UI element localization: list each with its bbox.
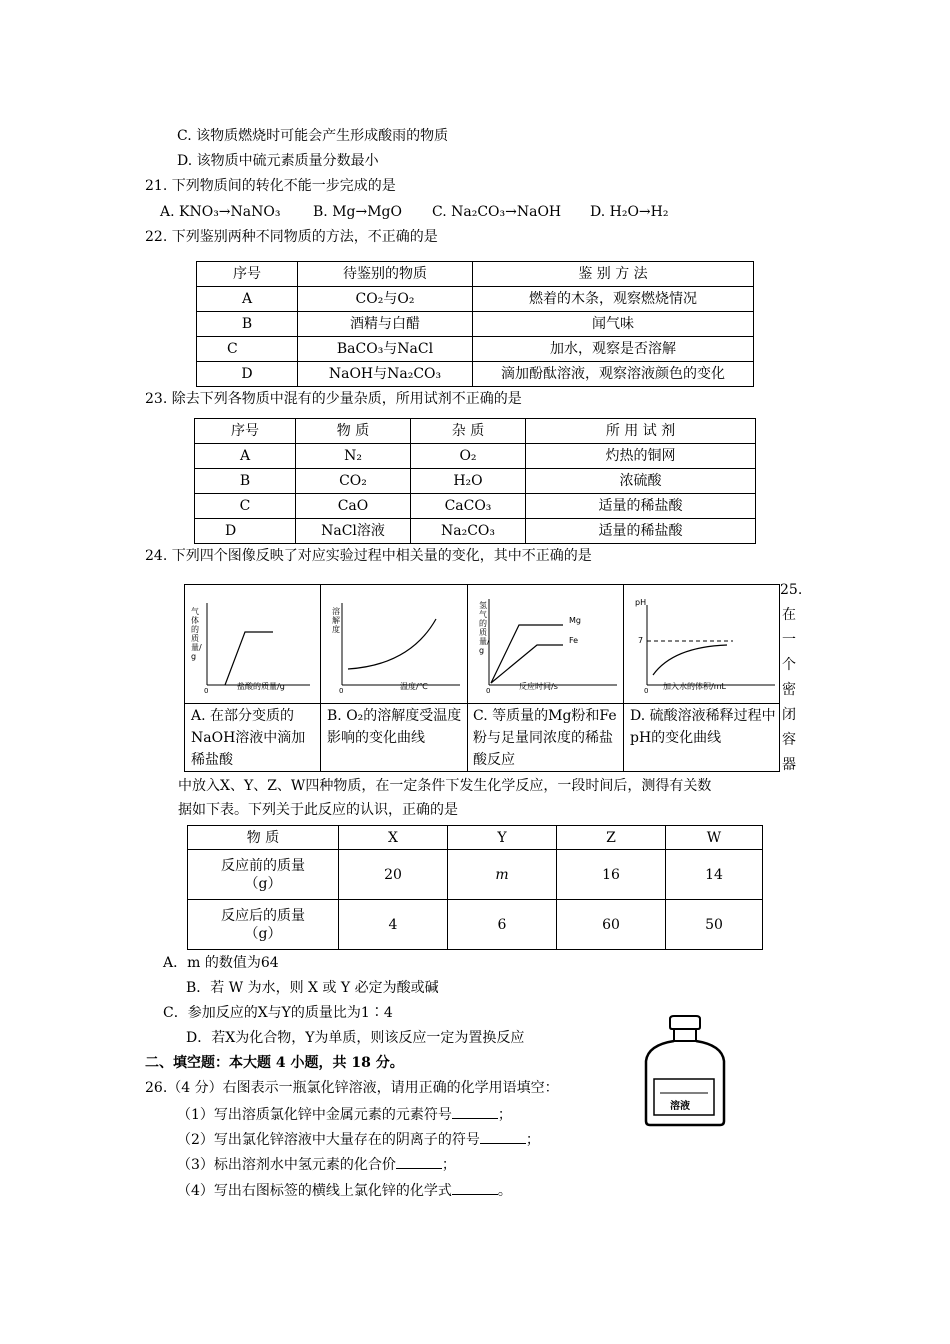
q22-table <box>196 261 754 387</box>
q25-header-cell: 物 质 <box>188 826 339 850</box>
q23-cell: 适量的稀盐酸 <box>526 494 756 519</box>
reagent-bottle-figure <box>640 1015 730 1127</box>
q23-stem: 23. 除去下列各物质中混有的少量杂质，所用试剂不正确的是 <box>145 391 522 407</box>
q22-cell: BaCO₃与NaCl <box>298 337 473 362</box>
q26-item-4-text: （4）写出右图标签的横线上氯化锌的化学式 <box>177 1183 452 1199</box>
q22-cell: C <box>197 337 298 362</box>
q23-cell: C <box>195 494 296 519</box>
answer-blank[interactable] <box>480 1129 526 1144</box>
answer-blank[interactable] <box>452 1104 498 1119</box>
q22-cell: 加水，观察是否溶解 <box>473 337 754 362</box>
q22-cell: 闻气味 <box>473 312 754 337</box>
q23-header-cell: 杂 质 <box>411 419 526 444</box>
q25-stem-line2: 据如下表。下列关于此反应的认识，正确的是 <box>178 802 458 818</box>
q25-cell: 16 <box>557 850 666 900</box>
graph-d-ylabel: pH <box>635 598 647 607</box>
q22-cell: B <box>197 312 298 337</box>
q21-option-c: C. Na₂CO₃→NaOH <box>432 204 562 220</box>
q26-stem: 26.（4 分）右图表示一瓶氯化锌溶液，请用正确的化学用语填空： <box>145 1080 559 1096</box>
q25-option-a: A．m 的数值为64 <box>163 955 279 971</box>
graph-b-ylabel: 溶解度 <box>332 607 340 634</box>
q25-side-char: 在 <box>782 607 796 623</box>
q25-row2-unit: （g） <box>244 925 282 942</box>
q25-option-d: D．若X为化合物，Y为单质，则该反应一定为置换反应 <box>186 1030 525 1046</box>
q25-option-c: C．参加反应的X与Y的质量比为1∶4 <box>163 1005 393 1021</box>
q25-cell: 60 <box>557 900 666 950</box>
graph-c-xlabel: 反应时间/s <box>519 682 558 691</box>
graph-c-caption: C. 等质量的Mg粉和Fe粉与足量同浓度的稀盐酸反应 <box>473 708 617 768</box>
section-2-heading: 二、填空题：本大题 4 小题，共 18 分。 <box>145 1055 404 1071</box>
q26-item-3: （3）标出溶剂水中氢元素的化合价 ； <box>177 1154 456 1175</box>
q25-cell: 6 <box>448 900 557 950</box>
q25-row-label <box>188 850 339 900</box>
q22-header-cell: 待鉴别的物质 <box>298 262 473 287</box>
q23-cell: D <box>195 519 296 544</box>
q25-row1-label: 反应前的质量 <box>221 857 305 874</box>
q23-header-cell: 物 质 <box>296 419 411 444</box>
q25-option-b: B．若 W 为水，则 X 或 Y 必定为酸或碱 <box>186 980 439 996</box>
q22-cell: 酒精与白醋 <box>298 312 473 337</box>
q25-side-char: 器 <box>782 757 796 773</box>
graph-d-origin: 0 <box>644 687 649 695</box>
q23-cell: CaCO₃ <box>411 494 526 519</box>
q23-cell: B <box>195 469 296 494</box>
q23-header-cell: 序号 <box>195 419 296 444</box>
graph-a-xlabel: 盐酸的质量/g <box>237 682 285 691</box>
q25-header-cell: W <box>666 826 763 850</box>
graph-a-caption: A. 在部分变质的NaOH溶液中滴加稀盐酸 <box>191 708 306 768</box>
q22-stem: 22. 下列鉴别两种不同物质的方法，不正确的是 <box>145 229 438 245</box>
q23-cell: H₂O <box>411 469 526 494</box>
q21-option-d: D. H₂O→H₂ <box>590 204 669 220</box>
q23-cell: 适量的稀盐酸 <box>526 519 756 544</box>
q23-cell: N₂ <box>296 444 411 469</box>
q25-side-char: 密 <box>782 682 796 698</box>
q25-side-char: 一 <box>782 632 796 648</box>
q24-stem: 24. 下列四个图像反映了对应实验过程中相关量的变化，其中不正确的是 <box>145 548 592 564</box>
graph-b <box>320 585 467 703</box>
graph-c-ylabel: 氢气的质量/g <box>479 601 490 655</box>
q25-table <box>187 825 763 950</box>
q25-side-char: 闭 <box>782 707 796 723</box>
q21-option-a: A. KNO₃→NaNO₃ <box>160 204 281 220</box>
q25-side-char: 个 <box>782 657 796 673</box>
q22-cell: A <box>197 287 298 312</box>
q26-item-1: （1）写出溶质氯化锌中金属元素的元素符号 ； <box>177 1104 512 1125</box>
q25-cell: m <box>448 850 557 900</box>
q23-cell: CO₂ <box>296 469 411 494</box>
q26-item-3-text: （3）标出溶剂水中氢元素的化合价 <box>177 1157 396 1173</box>
q22-header-cell: 鉴 别 方 法 <box>473 262 754 287</box>
graph-c-series-fe: Fe <box>569 636 579 645</box>
q20-option-d: D. 该物质中硫元素质量分数最小 <box>177 153 379 169</box>
graph-b-origin: 0 <box>339 687 344 695</box>
q23-cell: CaO <box>296 494 411 519</box>
graph-c-origin: 0 <box>486 687 491 695</box>
q22-cell: 燃着的木条，观察燃烧情况 <box>473 287 754 312</box>
graph-d-tick-7: 7 <box>638 636 644 645</box>
q22-cell: 滴加酚酞溶液，观察溶液颜色的变化 <box>473 362 754 387</box>
graph-d-caption: D. 硫酸溶液稀释过程中pH的变化曲线 <box>630 708 776 746</box>
q25-header-cell: X <box>339 826 448 850</box>
graph-c-series-mg: Mg <box>569 616 581 625</box>
q25-row2-label: 反应后的质量 <box>221 907 305 924</box>
q23-cell: NaCl溶液 <box>296 519 411 544</box>
q25-header-cell: Z <box>557 826 666 850</box>
bottle-label-text: 溶液 <box>670 1101 690 1112</box>
q25-cell: 14 <box>666 850 763 900</box>
q25-row-label <box>188 900 339 950</box>
q20-option-c: C. 该物质燃烧时可能会产生形成酸雨的物质 <box>177 128 449 144</box>
graph-d-xlabel: 加入水的体积/mL <box>663 682 726 691</box>
graph-d <box>623 585 781 703</box>
q25-cell: 4 <box>339 900 448 950</box>
q21-option-b: B. Mg→MgO <box>313 204 402 220</box>
q23-cell: Na₂CO₃ <box>411 519 526 544</box>
graph-c <box>467 585 623 703</box>
answer-blank[interactable] <box>396 1154 442 1169</box>
q25-stem-line1: 中放入X、Y、Z、W四种物质，在一定条件下发生化学反应，一段时间后，测得有关数 <box>178 778 712 794</box>
graph-a <box>185 585 320 703</box>
q23-cell: 浓硫酸 <box>526 469 756 494</box>
graph-a-ylabel: 气体的质量/g <box>191 607 202 661</box>
q26-item-4: （4）写出右图标签的横线上氯化锌的化学式 。 <box>177 1180 512 1201</box>
q22-cell: NaOH与Na₂CO₃ <box>298 362 473 387</box>
q23-table <box>194 418 756 544</box>
q23-cell: 灼热的铜网 <box>526 444 756 469</box>
divider <box>185 703 779 704</box>
q26-item-2-text: （2）写出氯化锌溶液中大量存在的阴离子的符号 <box>177 1132 480 1148</box>
q22-cell: CO₂与O₂ <box>298 287 473 312</box>
q22-cell: D <box>197 362 298 387</box>
q21-stem: 21. 下列物质间的转化不能一步完成的是 <box>145 178 396 194</box>
graph-a-origin: 0 <box>204 687 209 695</box>
q25-cell: 20 <box>339 850 448 900</box>
q26-item-1-text: （1）写出溶质氯化锌中金属元素的元素符号 <box>177 1107 452 1123</box>
graph-b-caption: B. O₂的溶解度受温度影响的变化曲线 <box>327 708 462 746</box>
q25-header-cell: Y <box>448 826 557 850</box>
answer-blank[interactable] <box>452 1180 498 1195</box>
q25-row1-unit: （g） <box>244 875 282 892</box>
q22-header-cell: 序号 <box>197 262 298 287</box>
q25-cell: 50 <box>666 900 763 950</box>
q26-item-2: （2）写出氯化锌溶液中大量存在的阴离子的符号 ； <box>177 1129 540 1150</box>
q23-cell: A <box>195 444 296 469</box>
q23-header-cell: 所 用 试 剂 <box>526 419 756 444</box>
graph-b-xlabel: 温度/℃ <box>400 682 428 691</box>
q25-side-char: 容 <box>782 732 796 748</box>
q23-cell: O₂ <box>411 444 526 469</box>
q24-graph-panel <box>184 584 780 772</box>
q25-side-number: 25. <box>780 582 803 598</box>
